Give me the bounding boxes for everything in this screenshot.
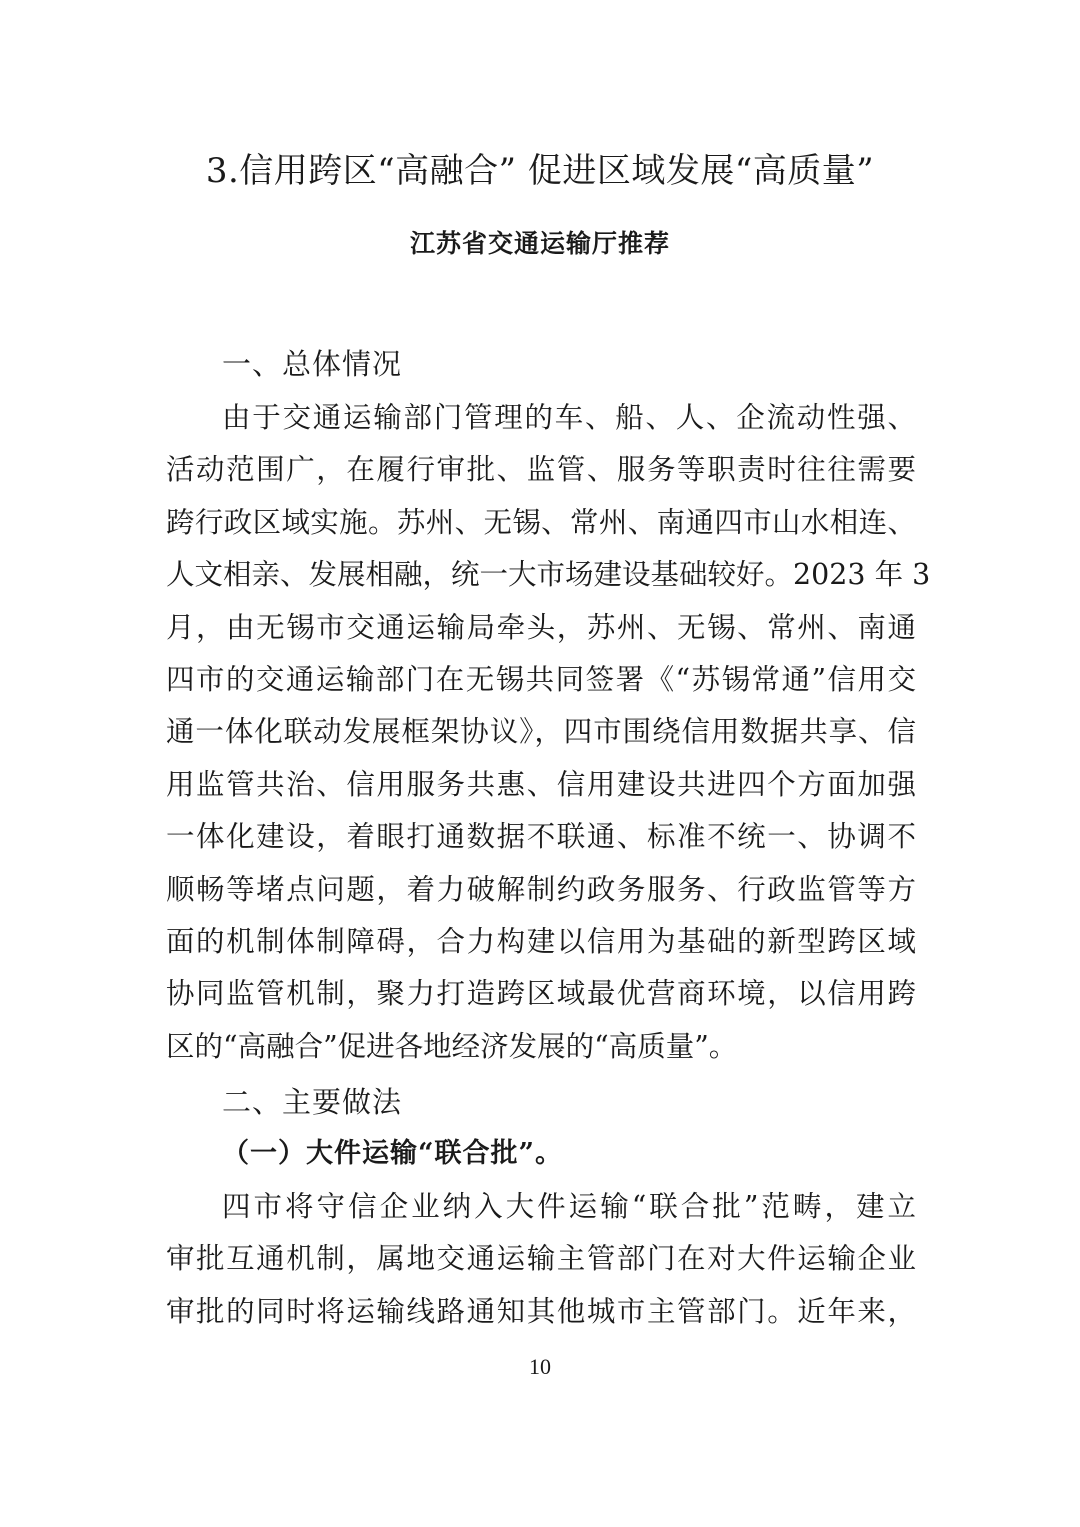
text-line: 月，由无锡市交通运输局牵头，苏州、无锡、常州、南通 bbox=[166, 610, 916, 644]
paragraph-overview bbox=[166, 392, 931, 1073]
document-title: 3.信用跨区“高融合” 促进区域发展“高质量” bbox=[205, 151, 875, 191]
text-line: 四市的交通运输部门在无锡共同签署《“苏锡常通”信用交 bbox=[166, 662, 916, 696]
text-line: 顺畅等堵点问题，着力破解制约政务服务、行政监管等方 bbox=[166, 872, 916, 906]
paragraph-joint-approval bbox=[166, 1181, 916, 1338]
text-line: 审批的同时将运输线路通知其他城市主管部门。近年来， bbox=[166, 1294, 916, 1328]
section-heading-overview: 一、总体情况 bbox=[222, 347, 403, 381]
text-line: 通一体化联动发展框架协议》，四市围绕信用数据共享、信 bbox=[166, 715, 916, 749]
text-line: 由于交通运输部门管理的车、船、人、企流动性强、 bbox=[222, 401, 916, 434]
subsection-heading-joint-approval: （一）大件运输“联合批”。 bbox=[222, 1138, 564, 1169]
text-line: 人文相亲、发展相融，统一大市场建设基础较好。2023 年 3 bbox=[166, 558, 931, 592]
text-line: 审批互通机制，属地交通运输主管部门在对大件运输企业 bbox=[166, 1242, 916, 1276]
text-line: 区的“高融合”促进各地经济发展的“高质量”。 bbox=[166, 1029, 738, 1063]
text-line: 用监管共治、信用服务共惠、信用建设共进四个方面加强 bbox=[166, 767, 916, 801]
text-line: 面的机制体制障碍，合力构建以信用为基础的新型跨区域 bbox=[166, 924, 916, 958]
section-heading-main-practices: 二、主要做法 bbox=[222, 1085, 403, 1119]
text-line: 四市将守信企业纳入大件运输“联合批”范畴，建立 bbox=[222, 1190, 916, 1223]
text-line: 一体化建设，着眼打通数据不联通、标准不统一、协调不 bbox=[166, 820, 916, 854]
document-subtitle: 江苏省交通运输厅推荐 bbox=[409, 229, 670, 258]
text-line: 协同监管机制，聚力打造跨区域最优营商环境，以信用跨 bbox=[166, 977, 916, 1011]
page-number: 10 bbox=[529, 1354, 551, 1379]
text-line: 跨行政区域实施。苏州、无锡、常州、南通四市山水相连、 bbox=[166, 505, 916, 539]
text-line: 活动范围广，在履行审批、监管、服务等职责时往往需要 bbox=[166, 453, 916, 487]
